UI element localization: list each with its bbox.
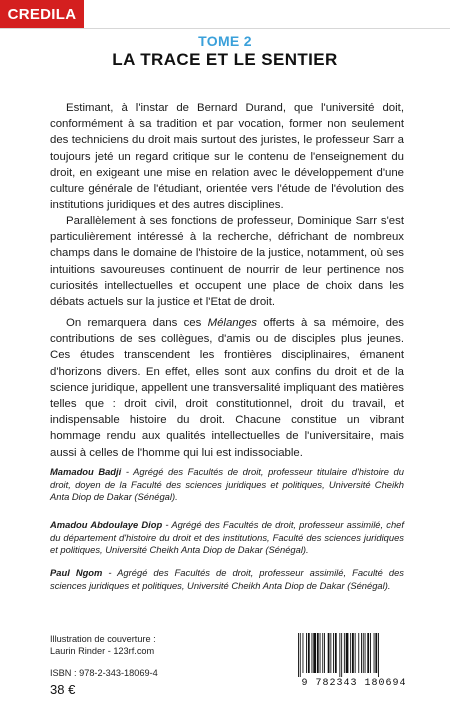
- barcode-bar: [344, 633, 345, 673]
- barcode-digits: 9 782343 180694: [301, 678, 407, 689]
- barcode-bar: [341, 633, 342, 677]
- paragraph-3: [50, 315, 404, 461]
- author-bio-3: [50, 567, 404, 592]
- barcode-bar: [365, 633, 366, 673]
- price-text: 38 €: [50, 682, 76, 697]
- paragraph-text: Parallèlement à ses fonctions de professeur, Dominique Sarr s'est particulièrement intéressé à la recherche, défrichant de nombreux champs dans le domaine de l'histoire de la justice, notamment, où ses intuitions savoureuses continuent de nourrir de leur pertinence nos curiosités intellectuelles et occupent une place de choix dans les débats actuels sur la justice et l'Etat de droit.: [50, 215, 404, 309]
- barcode-bar: [370, 633, 371, 673]
- paragraph-text-end: offerts à sa mémoire, des contributions de ses collègues, d'amis ou de disciples plus jeunes. Ces études transcendent les frontières disciplinaires, émanent d'horizons divers. En effet, elles sont aux confins du droit et de la science juridique, appellent une transversalité impliquant des matières telles que : droit civil, droit constitutionnel, droit du travail, et indispensable histoire du droit. Chacune constitue un vibrant hommage rendu aux qualités intellectuelles de l'universitaire, mais aussi à celles de l'homme qui lui est indissociable.: [50, 317, 404, 459]
- barcode-bar: [350, 633, 351, 673]
- tome-label: TOME 2: [198, 33, 252, 49]
- author-name: Amadou Abdoulaye Diop: [50, 519, 163, 530]
- author-description: - Agrégé des Facultés de droit, professeur titulaire d'histoire du droit, doyen de la Faculté des sciences juridiques et politiques, Université Cheikh Anta Diop de Dakar (Sénégal).: [50, 466, 404, 503]
- paragraph-text-start: On remarquera dans ces: [66, 317, 208, 329]
- barcode-bar: [375, 633, 377, 673]
- barcode-bar: [335, 633, 337, 673]
- paragraph-2: [50, 213, 404, 310]
- barcode-bar: [308, 633, 310, 673]
- barcode-bar: [378, 633, 379, 677]
- author-name: Mamadou Badji: [50, 466, 122, 477]
- barcode-bar: [317, 633, 319, 673]
- barcode-bar: [312, 633, 313, 673]
- author-name: Paul Ngom: [50, 567, 103, 578]
- barcode-bar: [298, 633, 299, 677]
- barcode-bar: [367, 633, 369, 673]
- barcode-bar: [333, 633, 334, 673]
- paragraph-text: Estimant, à l'instar de Bernard Durand, que l'université doit, conformément à sa tradition et par vocation, former non seulement des techniciens du droit mais surtout des juristes, le professeur Sarr a toujours jeté un regard critique sur le contenu de l'enseignement du droit, en exigeant une mise en relation avec le développement d'une culture générale de l'étudiant, orientée vers l'étude de l'évolution des institutions juridiques et des autres disciplines.: [50, 102, 404, 212]
- barcode: [290, 630, 418, 692]
- barcode-bar: [328, 633, 330, 673]
- barcode-bar: [374, 633, 375, 673]
- author-bio-1: [50, 466, 404, 504]
- barcode-bar: [303, 633, 304, 673]
- barcode-bar: [330, 633, 331, 673]
- barcode-bar: [352, 633, 354, 673]
- author-description: - Agrégé des Facultés de droit, professeur assimilé, chef du département d'histoire du droit et des institutions, Faculté des sciences juridiques et politiques, Université Cheikh Anta Diop de Dakar (Sénégal).: [50, 519, 404, 556]
- melanges-emphasis: Mélanges: [207, 317, 257, 329]
- barcode-bar: [322, 633, 323, 673]
- barcode-bar: [339, 633, 340, 677]
- barcode-bar: [358, 633, 359, 673]
- barcode-bar: [324, 633, 325, 673]
- barcode-bar: [300, 633, 301, 677]
- barcode-bar: [361, 633, 362, 673]
- paragraph-1: [50, 100, 404, 213]
- publisher-logo: [0, 0, 84, 28]
- barcode-bar: [363, 633, 364, 673]
- author-description: - Agrégé des Facultés de droit, professeur assimilé, Faculté des sciences juridiques et politiques, Université Cheikh Anta Diop de Dakar (Sénégal).: [50, 567, 404, 591]
- paragraph-text: [50, 315, 404, 461]
- isbn-text: ISBN : 978-2-343-18069-4: [50, 668, 158, 678]
- header-divider: [0, 28, 450, 29]
- book-title: LA TRACE ET LE SENTIER: [112, 50, 338, 69]
- cover-credits: [50, 634, 156, 657]
- author-bio-2: [50, 519, 404, 557]
- publisher-name: CREDILA: [7, 5, 77, 23]
- barcode-bar: [346, 633, 349, 673]
- barcode-bar: [355, 633, 356, 673]
- barcode-bar: [313, 633, 316, 673]
- illustration-credit-source: Laurin Rinder - 123rf.com: [50, 645, 155, 656]
- barcode-bar: [306, 633, 307, 673]
- barcode-bars-graphic: [298, 633, 410, 677]
- illustration-credit-label: Illustration de couverture :: [50, 634, 156, 644]
- barcode-bar: [320, 633, 321, 673]
